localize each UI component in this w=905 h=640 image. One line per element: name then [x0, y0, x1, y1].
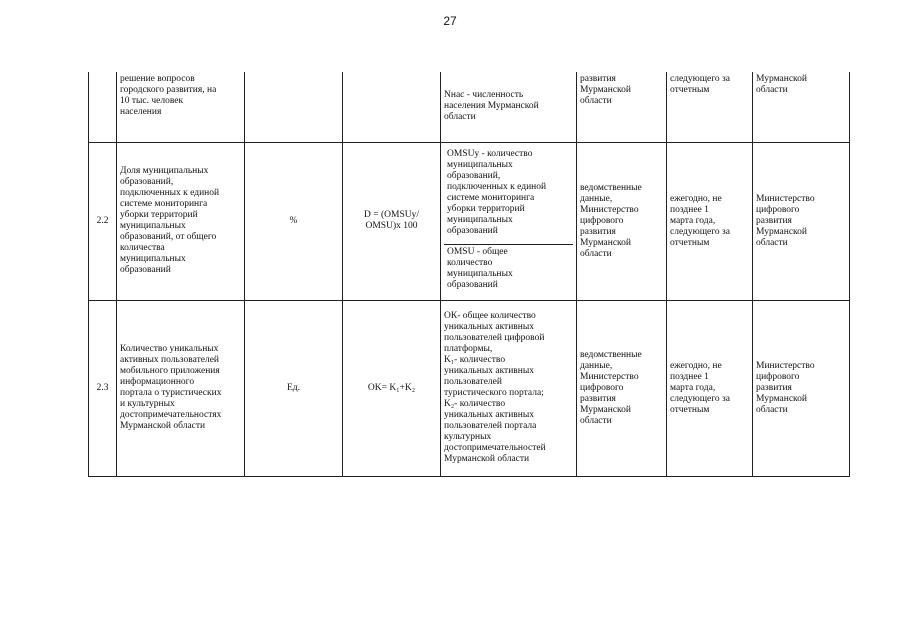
deadline-cell: следующего за отчетным [667, 72, 753, 142]
indicator-name: Количество уникальных активных пользователей мобильного приложения информационного портала о туристических и культурных достопримечательностях Мурманской области [117, 300, 245, 476]
row-index [89, 72, 117, 142]
indicator-name: Доля муниципальных образований, подключенных к единой системе мониторинга уборки территорий муниципальных образований, от общего количества муниципальных образований [117, 142, 245, 300]
source-cell: ведомственные данные, Министерство цифрового развития Мурманской области [577, 300, 667, 476]
variable-description: OMSU - общее количество муниципальных образований [447, 247, 513, 290]
unit-cell: Ед. [245, 300, 343, 476]
table-row [89, 142, 850, 300]
variables-cell: Nнас - численность населения Мурманской области [441, 72, 577, 142]
row-index: 2.2 [89, 142, 117, 300]
row-index: 2.3 [89, 300, 117, 476]
deadline-cell: ежегодно, не позднее 1 марта года, следующего за отчетным [667, 142, 753, 300]
variables-cell [441, 142, 577, 300]
table-row [89, 72, 850, 142]
source-cell: ведомственные данные, Министерство цифрового развития Мурманской области [577, 142, 667, 300]
unit-cell [245, 72, 343, 142]
source-cell: развития Мурманской области [577, 72, 667, 142]
formula-cell [343, 72, 441, 142]
deadline-cell: ежегодно, не позднее 1 марта года, следующего за отчетным [667, 300, 753, 476]
responsible-cell: Министерство цифрового развития Мурманской области [753, 300, 850, 476]
formula-cell: OK= K₁+K₂ [343, 300, 441, 476]
variables-cell: ОК- общее количество уникальных активных пользователей цифровой платформы, K₁- количество уникальных активных пользователей туристического портала; K₂- количество уникальных активных пользователей портала культурных достопримечательностей Мурманской области [441, 300, 577, 476]
responsible-cell: Министерство цифрового развития Мурманской области [753, 142, 850, 300]
formula-cell: D = (OMSUy/ OMSU)x 100 [343, 142, 441, 300]
variable-description: OMSUy - количество муниципальных образований, подключенных к единой системе мониторинга уборки территорий муниципальных образований [444, 149, 573, 245]
indicator-name: решение вопросов городского развития, на 10 тыс. человек населения [117, 72, 245, 142]
page-number: 27 [443, 14, 457, 28]
indicators-table [88, 72, 850, 477]
responsible-cell: Мурманской области [753, 72, 850, 142]
table-row [89, 300, 850, 476]
unit-cell: % [245, 142, 343, 300]
